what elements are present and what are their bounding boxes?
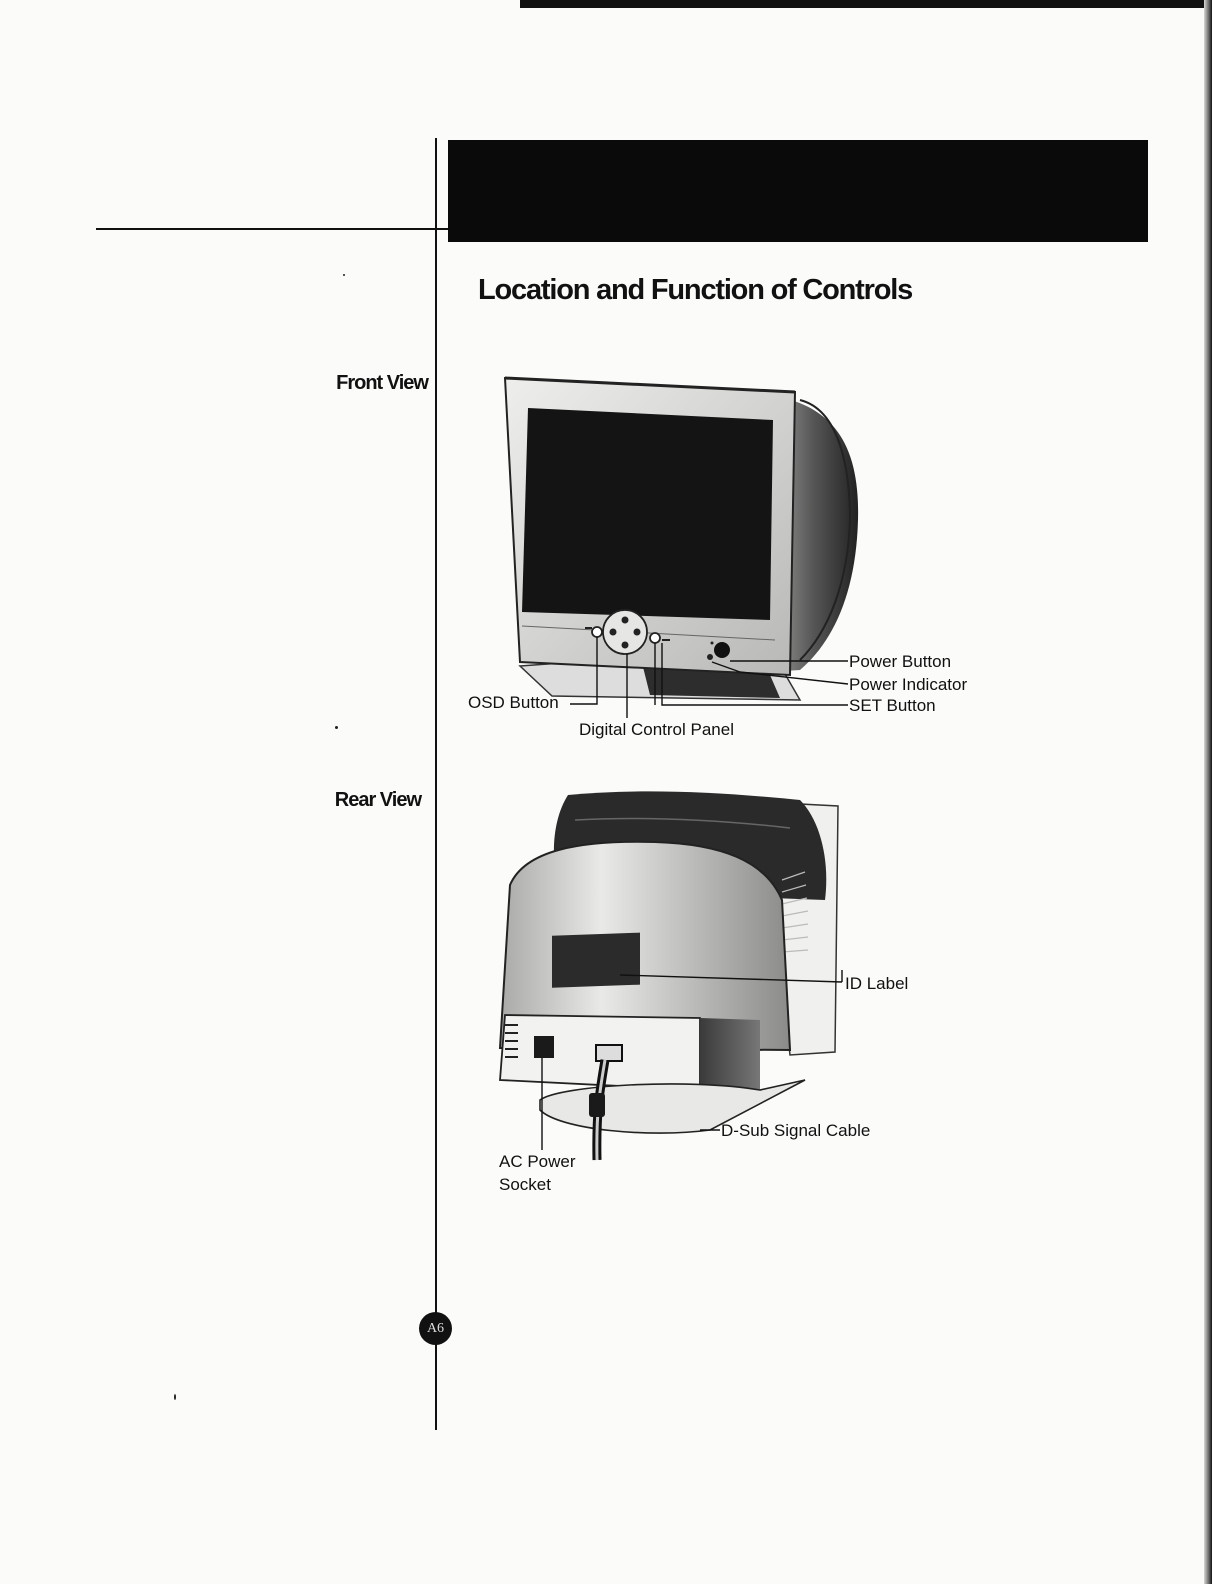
power-indicator-callout: Power Indicator bbox=[849, 675, 968, 694]
dsub-cable-callout: D-Sub Signal Cable bbox=[721, 1121, 871, 1140]
page-number-badge: A6 bbox=[419, 1312, 452, 1345]
front-view-label: Front View bbox=[336, 372, 428, 394]
ac-power-socket-callout-line1: AC Power bbox=[499, 1152, 576, 1171]
front-monitor-illustration bbox=[505, 378, 858, 700]
rear-view-label: Rear View bbox=[334, 789, 421, 811]
osd-button-callout: OSD Button bbox=[468, 693, 559, 712]
page-title: Location and Function of Controls bbox=[478, 274, 913, 306]
digital-control-panel-callout: Digital Control Panel bbox=[579, 720, 734, 739]
ac-power-socket-callout-line2: Socket bbox=[499, 1175, 551, 1194]
power-button-callout: Power Button bbox=[849, 652, 952, 671]
rear-monitor-illustration bbox=[500, 791, 838, 1160]
set-button-callout: SET Button bbox=[849, 696, 936, 715]
id-label-callout: ID Label bbox=[845, 974, 909, 993]
